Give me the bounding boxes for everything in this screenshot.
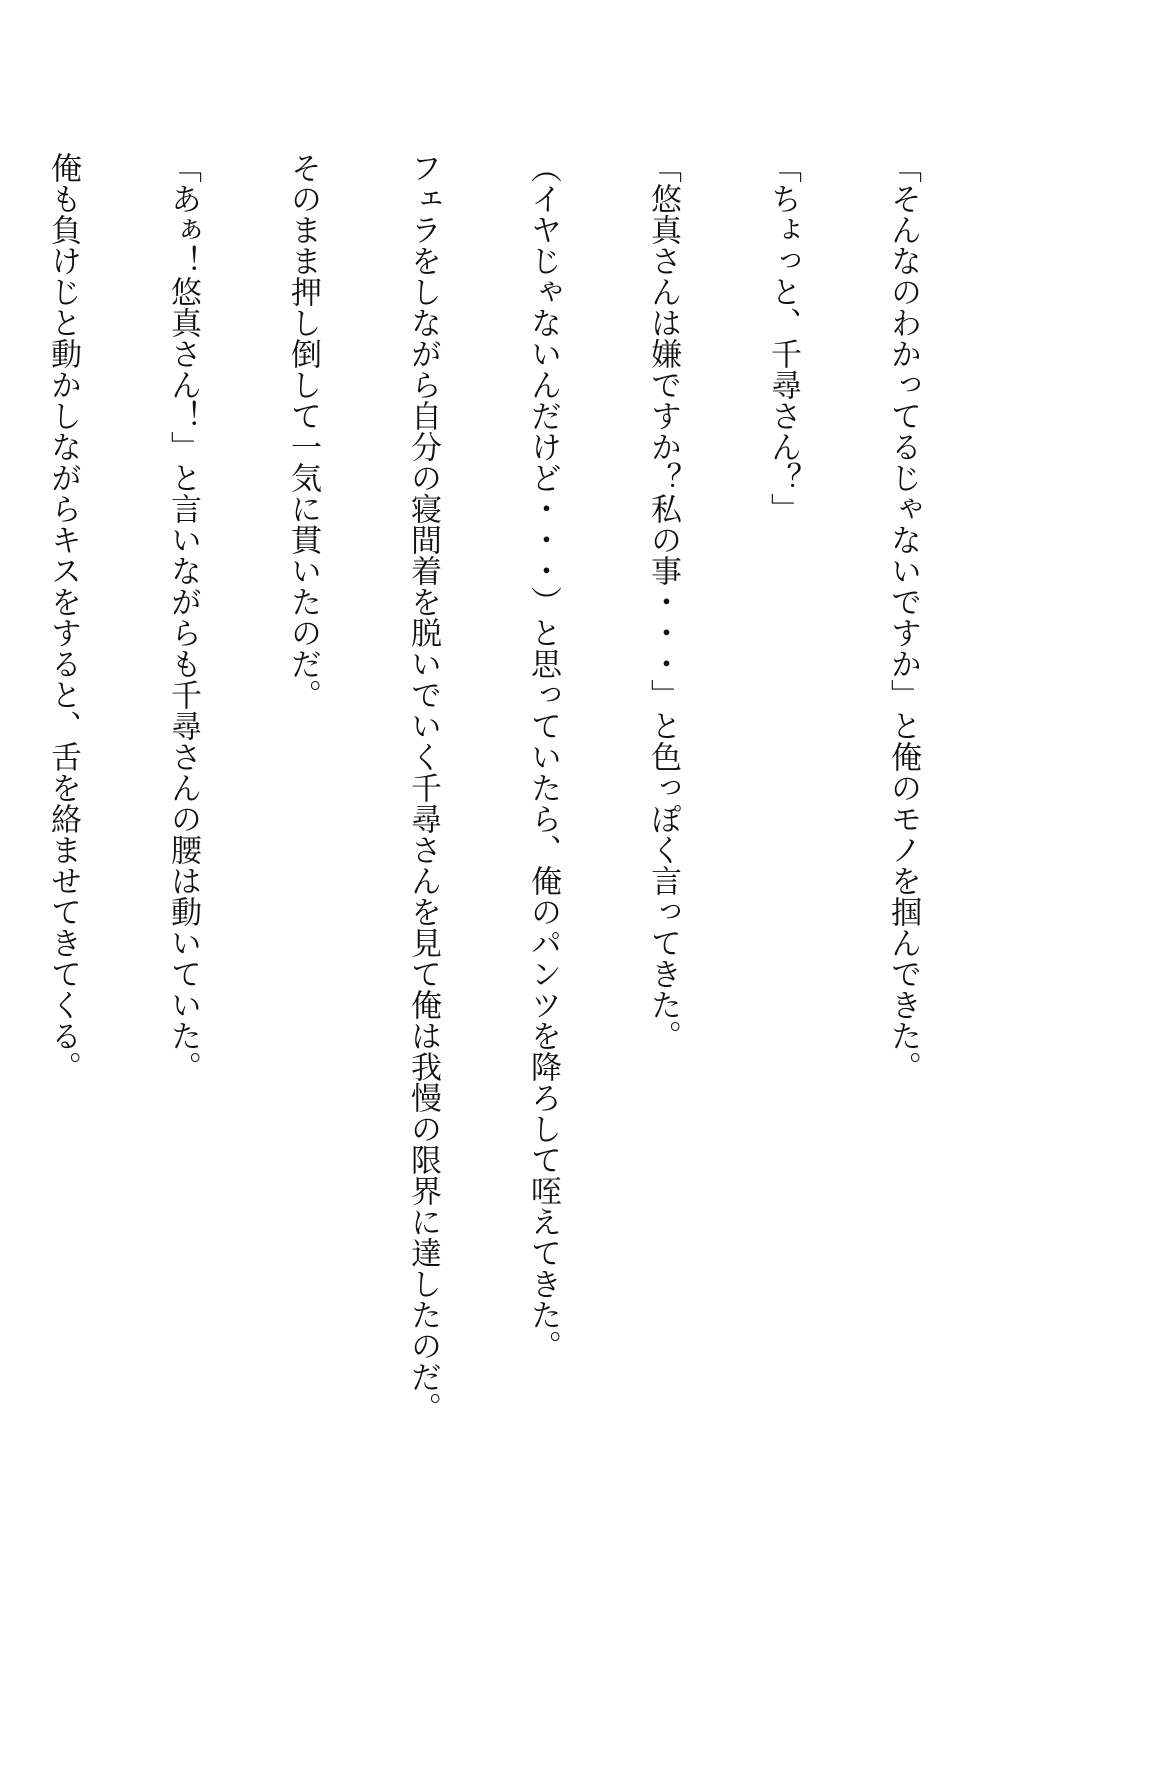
vertical-text-body xyxy=(0,152,1003,1712)
text-line: そのまま押し倒して一気に貫いたのだ。 xyxy=(285,152,321,710)
text-line: 「そんなのわかってるじゃないですか」と俺のモノを掴んできた。 xyxy=(885,152,921,1082)
text-line: フェラをしながら自分の寝間着を脱いでいく千尋さんを見て俺は我慢の限界に達したのだ。 xyxy=(405,152,441,1423)
text-line: 「あぁ！悠真さん！」と言いながらも千尋さんの腰は動いていた。 xyxy=(165,152,201,1082)
text-line: 「悠真さんは嫌ですか？私の事・・・」と色っぽく言ってきた。 xyxy=(645,152,681,1051)
text-line: （イヤじゃないんだけど・・・）と思っていたら、俺のパンツを降ろして咥えてきた。 xyxy=(525,152,561,1361)
text-line: 俺も負けじと動かしながらキスをすると、舌を絡ませてきてくる。 xyxy=(45,152,81,1082)
text-line: 「ちょっと、千尋さん？」 xyxy=(765,152,801,524)
